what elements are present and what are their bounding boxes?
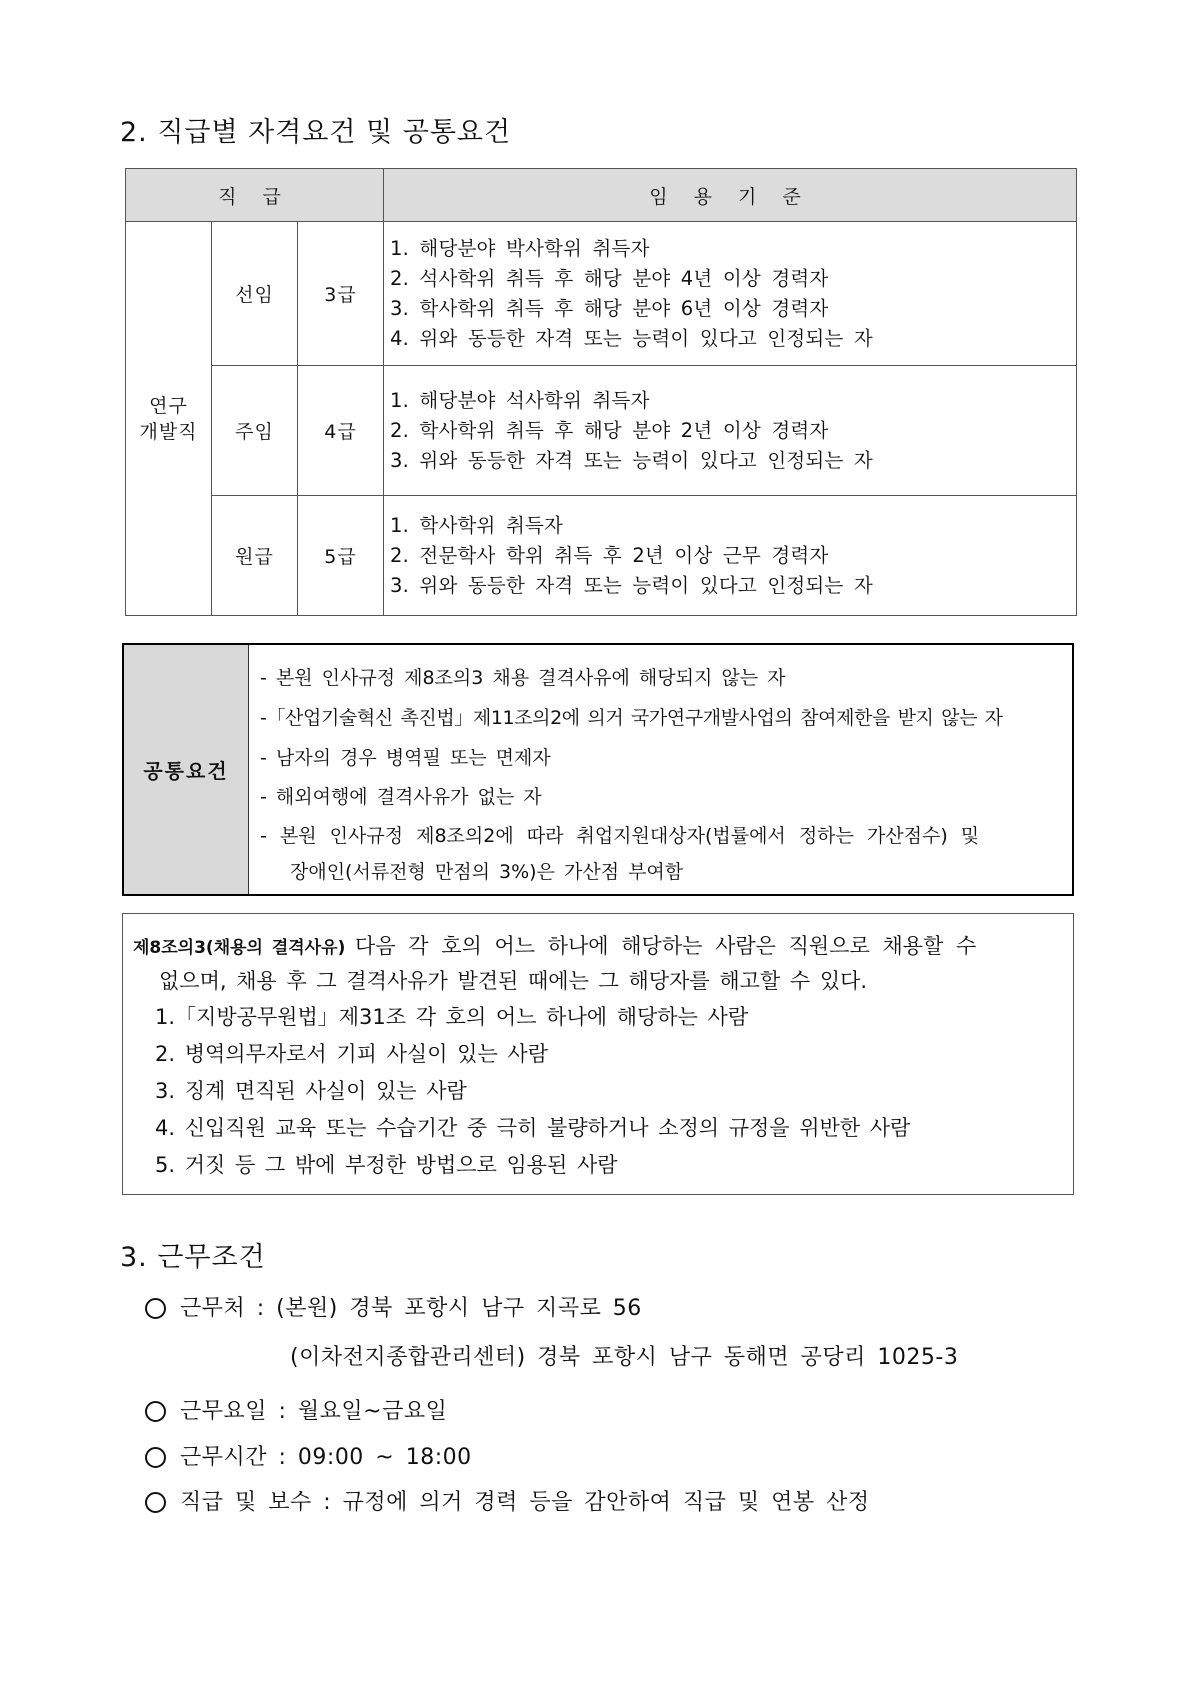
common-requirements-label: 공통요건 (124, 645, 249, 894)
qualification-table (125, 168, 1077, 616)
section-3-title: 3. 근무조건 (120, 1242, 266, 1273)
table-header-row (126, 169, 1077, 222)
article-intro-line (133, 930, 976, 960)
work-days-text: 근무요일 : 월요일~금요일 (180, 1399, 448, 1424)
article-item: 3. 징계 면직된 사실이 있는 사람 (155, 1079, 467, 1103)
rank-title-cell: 주임 (212, 366, 298, 496)
rank-title-cell: 원급 (212, 496, 298, 616)
common-requirement-item: -「산업기술혁신 촉진법」제11조의2에 의거 국가연구개발사업의 참여제한을 받지 않는 자 (260, 707, 1003, 729)
rank-title-cell: 선임 (212, 222, 298, 366)
common-requirement-item: - 해외여행에 결격사유가 없는 자 (260, 786, 542, 808)
article-intro-text: 다음 각 호의 어느 하나에 해당하는 사람은 직원으로 채용할 수 (355, 934, 977, 958)
article-item: 4. 신입직원 교육 또는 수습기간 중 극히 불량하거나 소정의 규정을 위반한 사람 (155, 1116, 911, 1140)
circle-bullet-icon (145, 1401, 166, 1422)
article-item: 2. 병역의무자로서 기피 사실이 있는 사람 (155, 1042, 548, 1066)
criteria-line: 2. 학사학위 취득 후 해당 분야 2년 이상 경력자 (390, 418, 829, 442)
salary-line (145, 1485, 870, 1516)
criteria-line: 1. 해당분야 박사학위 취득자 (390, 236, 650, 260)
job-group-cell: 연구 개발직 (126, 222, 212, 616)
section-2-title: 2. 직급별 자격요건 및 공통요건 (120, 117, 512, 148)
criteria-cell (384, 222, 1077, 366)
common-requirement-item: - 본원 인사규정 제8조의2에 따라 취업지원대상자(법률에서 정하는 가산점수) 및 (260, 825, 980, 847)
common-requirement-item: - 본원 인사규정 제8조의3 채용 결격사유에 해당되지 않는 자 (260, 667, 786, 689)
header-rank: 직 급 (126, 169, 384, 222)
workplace-line (145, 1291, 642, 1322)
table-row (126, 366, 1077, 496)
criteria-line: 1. 학사학위 취득자 (390, 513, 564, 537)
grade-cell: 4급 (298, 366, 384, 496)
criteria-cell (384, 366, 1077, 496)
criteria-line: 4. 위와 동등한 자격 또는 능력이 있다고 인정되는 자 (390, 326, 873, 350)
article-box (122, 913, 1074, 1195)
salary-text: 직급 및 보수 : 규정에 의거 경력 등을 감안하여 직급 및 연봉 산정 (180, 1490, 870, 1515)
grade-cell: 3급 (298, 222, 384, 366)
article-heading: 제8조의3(채용의 결격사유) (133, 938, 346, 958)
common-requirements-box (122, 643, 1074, 896)
common-requirement-item: - 남자의 경우 병역필 또는 면제자 (260, 747, 551, 769)
criteria-line: 1. 해당분야 석사학위 취득자 (390, 388, 650, 412)
circle-bullet-icon (145, 1492, 166, 1513)
article-intro-line: 없으며, 채용 후 그 결격사유가 발견된 때에는 그 해당자를 해고할 수 있다. (159, 969, 868, 993)
criteria-line: 2. 전문학사 학위 취득 후 2년 이상 근무 경력자 (390, 543, 829, 567)
criteria-line: 3. 위와 동등한 자격 또는 능력이 있다고 인정되는 자 (390, 573, 873, 597)
criteria-cell (384, 496, 1077, 616)
work-hours-text: 근무시간 : 09:00 ~ 18:00 (180, 1445, 472, 1470)
work-days-line (145, 1394, 447, 1425)
header-criteria: 임 용 기 준 (384, 169, 1077, 222)
work-hours-line (145, 1440, 472, 1471)
table-row (126, 496, 1077, 616)
circle-bullet-icon (145, 1298, 166, 1319)
workplace-line-2: (이차전지종합관리센터) 경북 포항시 남구 동해면 공당리 1025-3 (290, 1345, 959, 1370)
article-item: 5. 거짓 등 그 밖에 부정한 방법으로 임용된 사람 (155, 1153, 618, 1177)
common-requirement-item: 장애인(서류전형 만점의 3%)은 가산점 부여함 (290, 861, 684, 883)
table-row (126, 222, 1077, 366)
criteria-line: 2. 석사학위 취득 후 해당 분야 4년 이상 경력자 (390, 266, 829, 290)
article-item: 1.「지방공무원법」제31조 각 호의 어느 하나에 해당하는 사람 (155, 1005, 749, 1029)
workplace-text: 근무처 : (본원) 경북 포항시 남구 지곡로 56 (180, 1296, 642, 1321)
circle-bullet-icon (145, 1447, 166, 1468)
criteria-line: 3. 학사학위 취득 후 해당 분야 6년 이상 경력자 (390, 296, 829, 320)
criteria-line: 3. 위와 동등한 자격 또는 능력이 있다고 인정되는 자 (390, 448, 873, 472)
grade-cell: 5급 (298, 496, 384, 616)
